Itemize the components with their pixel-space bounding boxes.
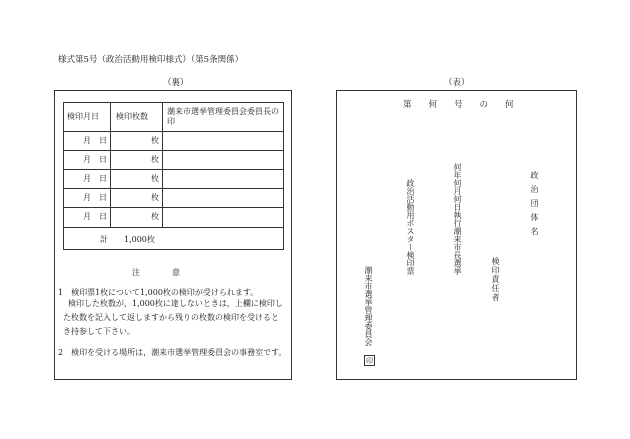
- row-2-count: 枚: [151, 155, 159, 164]
- row-2-date: 月 日: [83, 155, 107, 164]
- back-panel: [54, 90, 292, 380]
- note-1: 1 検印票1枚について1,000枚の検印が受けられます。: [58, 288, 259, 297]
- seal-record-table: [63, 102, 284, 250]
- back-caption: （裏）: [163, 78, 189, 88]
- row-5-count: 枚: [151, 212, 159, 221]
- front-caption: （表）: [444, 78, 470, 88]
- political-group-name: 政治団体名: [530, 171, 539, 241]
- seal-official: 検印責任者: [491, 257, 500, 302]
- row-4-count: 枚: [151, 193, 159, 202]
- note-1-line-2: 検印した枚数が，1,000枚に達しないときは，上欄に検印し: [68, 299, 283, 308]
- form-title: 様式第5号（政治活動用検印様式）（第5条関係）: [58, 55, 244, 65]
- election-date-line: 何年何月何日執行潮来市長選挙: [453, 163, 462, 275]
- note-1-line-3: た枚数を記入して返しますから残りの枚数の検印を受けると: [63, 313, 279, 322]
- header-chairman-seal: 潮来市選挙管理委員会委員長の印: [167, 107, 279, 126]
- note-2: 2 検印を受ける場所は，潮来市選挙管理委員会の事務室です。: [58, 348, 287, 357]
- election-committee: 潮来市選挙管理委員会: [364, 266, 373, 346]
- seal-mark: 印: [366, 356, 373, 365]
- ticket-title: 政治活動用ポスター検印票: [406, 179, 415, 275]
- header-seal-date: 検印月日: [67, 112, 99, 121]
- row-3-count: 枚: [151, 174, 159, 183]
- row-3-date: 月 日: [83, 174, 107, 183]
- row-1-date: 月 日: [83, 136, 107, 145]
- row-4-date: 月 日: [83, 193, 107, 202]
- row-5-date: 月 日: [83, 212, 107, 221]
- note-1-line-4: き持参して下さい。: [63, 327, 135, 336]
- total-count: 計 1,000枚: [100, 235, 155, 244]
- notes-heading: 注 意: [132, 268, 180, 277]
- front-panel: [336, 90, 577, 380]
- header-seal-count: 検印枚数: [116, 112, 148, 121]
- ticket-number: 第 何 号 の 何: [403, 100, 514, 110]
- row-1-count: 枚: [151, 136, 159, 145]
